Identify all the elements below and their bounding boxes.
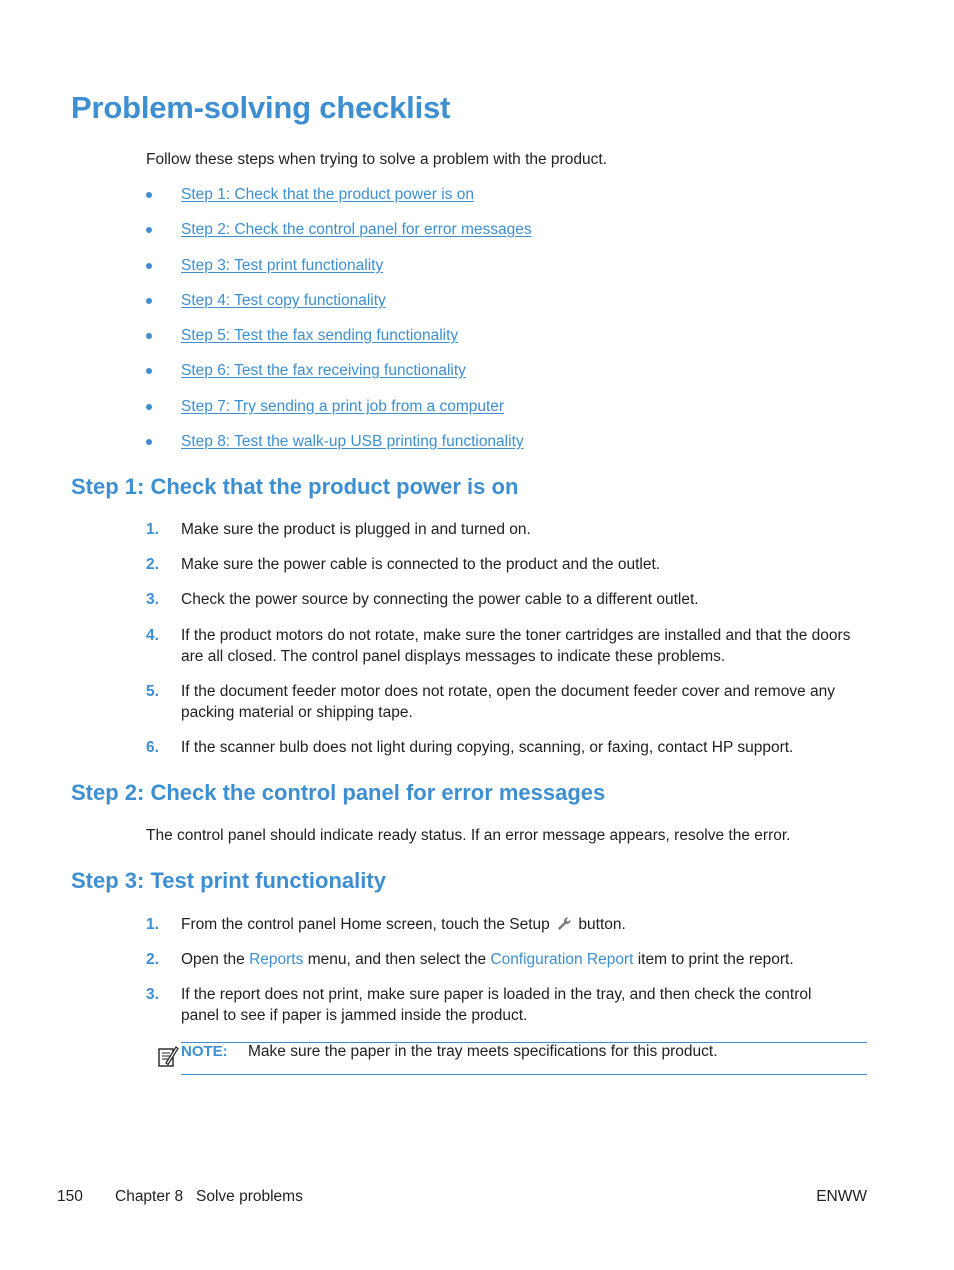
note-bottom-rule — [181, 1074, 867, 1075]
page-number: 150 — [57, 1188, 83, 1205]
step-number: 2. — [146, 556, 159, 573]
step-text-part: Open the — [181, 951, 245, 968]
step-text: If the product motors do not rotate, make sure the toner cartridges are installed and that the doors are all closed. The control panel displays messages to indicate these problems. — [181, 627, 851, 665]
step2-heading: Step 2: Check the control panel for error messages — [71, 780, 606, 805]
toc-link-step-6[interactable]: Step 6: Test the fax receiving functionality — [181, 361, 466, 379]
toc-item — [146, 289, 386, 311]
bullet-icon — [146, 192, 152, 198]
reports-menu-ref: Reports — [249, 951, 304, 968]
step-number: 6. — [146, 739, 159, 756]
step-text — [181, 914, 871, 938]
toc-item — [146, 254, 383, 276]
step-text: If the scanner bulb does not light during copying, scanning, or faxing, contact HP support. — [181, 739, 794, 756]
toc-item — [146, 430, 524, 452]
step-number: 2. — [146, 951, 159, 968]
bullet-icon — [146, 439, 152, 445]
toc-link-step-5[interactable]: Step 5: Test the fax sending functionality — [181, 326, 459, 344]
toc-link-step-3[interactable]: Step 3: Test print functionality — [181, 256, 384, 274]
bullet-icon — [146, 298, 152, 304]
bullet-icon — [146, 404, 152, 410]
step-text: If the report does not print, make sure paper is loaded in the tray, and then check the control panel to see if paper is jammed inside the product. — [181, 986, 812, 1024]
step-number: 1. — [146, 521, 159, 538]
step-number: 3. — [146, 591, 159, 608]
configuration-report-ref: Configuration Report — [490, 951, 634, 968]
toc-link-step-1[interactable]: Step 1: Check that the product power is on — [181, 185, 474, 203]
toc-link-step-7[interactable]: Step 7: Try sending a print job from a computer — [181, 397, 505, 415]
step-number: 4. — [146, 627, 159, 644]
toc-item — [146, 324, 458, 346]
toc-item — [146, 395, 504, 417]
toc-item — [146, 218, 532, 240]
bullet-icon — [146, 263, 152, 269]
toc-item — [146, 183, 474, 205]
note-label: NOTE: — [181, 1043, 228, 1060]
step-text-part: From the control panel Home screen, touch the Setup — [181, 916, 550, 933]
step-text-part: button. — [578, 916, 626, 933]
step-text-part: menu, and then select the — [307, 951, 487, 968]
step-number: 3. — [146, 986, 159, 1003]
toc-item — [146, 359, 466, 381]
toc-link-step-4[interactable]: Step 4: Test copy functionality — [181, 291, 386, 309]
note-text: Make sure the paper in the tray meets specifications for this product. — [248, 1043, 718, 1060]
step-text: Check the power source by connecting the power cable to a different outlet. — [181, 591, 699, 608]
intro-text: Follow these steps when trying to solve a problem with the product. — [146, 151, 607, 168]
footer-right-label: ENWW — [816, 1188, 867, 1205]
chapter-label: Chapter 8 Solve problems — [115, 1188, 303, 1205]
toc-link-step-8[interactable]: Step 8: Test the walk-up USB printing functionality — [181, 432, 524, 450]
bullet-icon — [146, 333, 152, 339]
wrench-icon — [556, 916, 572, 938]
note-icon — [157, 1044, 179, 1073]
step-number: 5. — [146, 683, 159, 700]
step-number: 1. — [146, 916, 159, 933]
step2-text: The control panel should indicate ready status. If an error message appears, resolve the error. — [146, 827, 791, 844]
step-text-part: item to print the report. — [637, 951, 794, 968]
step-text — [181, 949, 871, 970]
bullet-icon — [146, 227, 152, 233]
bullet-icon — [146, 368, 152, 374]
toc-link-step-2[interactable]: Step 2: Check the control panel for error messages — [181, 220, 532, 238]
step1-heading: Step 1: Check that the product power is on — [71, 474, 519, 499]
step-text: If the document feeder motor does not rotate, open the document feeder cover and remove any packing material or shipping tape. — [181, 683, 835, 721]
step-text: Make sure the power cable is connected to the product and the outlet. — [181, 556, 661, 573]
page-title: Problem-solving checklist — [71, 90, 451, 125]
step3-heading: Step 3: Test print functionality — [71, 868, 386, 893]
step-text: Make sure the product is plugged in and turned on. — [181, 521, 531, 538]
